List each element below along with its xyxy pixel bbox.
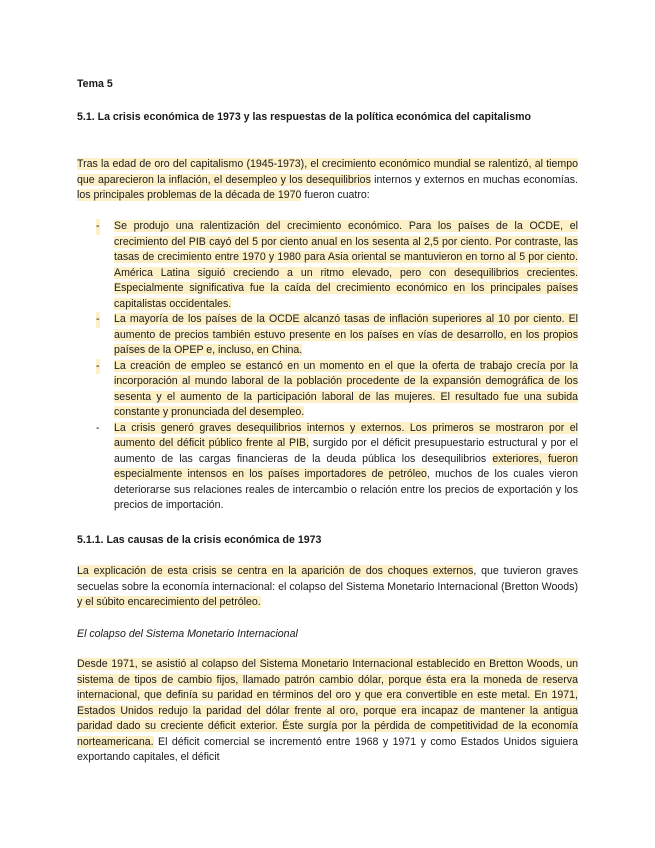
highlight: La crisis generó graves desequilibrios internos y externos. Los primeros se mostraron por el aumento del déficit público frente al PIB, xyxy=(114,421,578,449)
page-heading: Tema 5 xyxy=(77,78,113,90)
bretton-woods-paragraph xyxy=(77,657,578,766)
plain-text: fueron cuatro: xyxy=(301,189,370,201)
subsection-title: 5.1.1. Las causas de la crisis económica de 1973 xyxy=(77,534,322,546)
highlight: La explicación de esta crisis se centra en la aparición de dos choques externos xyxy=(77,565,474,577)
bullet-dash: - xyxy=(96,421,100,434)
problems-list xyxy=(77,219,578,514)
plain-text: surgido por el déficit presupuestario estructural y por el aumento de las cargas financieras de la deuda pública los desequilibrios xyxy=(114,437,578,465)
highlight: Desde 1971, se asistió al colapso del Sistema Monetario Internacional establecido en Bretton Woods, un sistema de tipos de cambio fijos, llamado patrón cambio dólar, porque ésta era la moneda de reserva internacional, que definía su paridad en términos del oro y que era convertible en este metal. En 1971, Estados Unidos redujo la paridad del dólar frente al oro, porque era incapaz de mantener la antigua paridad dado su creciente déficit exterior. Éste surgía por la pérdida de competitividad de la economía norteamericana. xyxy=(77,658,578,748)
highlight: los principales problemas de la década de 1970 xyxy=(77,189,302,201)
highlight: y el súbito encarecimiento del petróleo. xyxy=(77,596,261,608)
list-item xyxy=(77,421,578,514)
highlight: La mayoría de los países de la OCDE alcanzó tasas de inflación superiores al 10 por ciento. El aumento de precios también estuvo presente en los países en vías de desarrollo, en los propios países de la OPEP e, incluso, en China. xyxy=(114,313,578,356)
subsection-subtitle: El colapso del Sistema Monetario Internacional xyxy=(77,628,298,640)
bullet-dash: - xyxy=(96,312,100,328)
highlight: La creación de empleo se estancó en un momento en el que la oferta de trabajo crecía por la incorporación al mundo laboral de la población procedente de la expansión demográfica de los sesenta y el aumento de la participación laboral de las mujeres. El resultado fue una subida constante y pronunciada del desempleo. xyxy=(114,359,578,418)
bullet-dash: - xyxy=(96,219,100,235)
highlight: Se produjo una ralentización del crecimiento económico. Para los países de la OCDE, el crecimiento del PIB cayó del 5 por ciento anual en los sesenta al 2,5 por ciento. Por contraste, las tasas de crecimiento entre 1970 y 1980 para Asia oriental se mantuvieron en torno al 5 por ciento. América Latina siguió creciendo a un ritmo elevado, pero con desequilibrios crecientes. Especialmente significativa fue la caída del crecimiento económico en los principales países capitalistas occidentales. xyxy=(114,220,578,310)
list-item xyxy=(77,219,578,312)
intro-paragraph xyxy=(77,157,578,204)
plain-text: , que tuvieron graves secuelas sobre la economía internacional: el colapso del Sistema Monetario Internacional (Bretton Woods) xyxy=(77,565,579,593)
highlight: Tras la edad de oro del capitalismo (1945-1973), el crecimiento económico mundial se ralentizó, al tiempo que aparecieron la inflación, el desempleo y los desequilibrios xyxy=(77,158,578,186)
bullet-dash: - xyxy=(96,359,100,375)
causes-paragraph xyxy=(77,564,578,611)
highlight: exteriores, fueron especialmente intensos en los países importadores de petróleo xyxy=(114,452,578,480)
list-item xyxy=(77,359,578,421)
section-title: 5.1. La crisis económica de 1973 y las respuestas de la política económica del capitalismo xyxy=(77,111,531,123)
list-item xyxy=(77,312,578,359)
plain-text: internos y externos en muchas economías. xyxy=(370,173,579,186)
plain-text: , muchos de los cuales vieron deteriorarse sus relaciones reales de intercambio o relación entre los precios de exportación y los precios de importación. xyxy=(114,468,578,511)
plain-text: El déficit comercial se incrementó entre 1968 y 1971 y como Estados Unidos siguiera exportando capitales, el déficit xyxy=(77,735,578,763)
